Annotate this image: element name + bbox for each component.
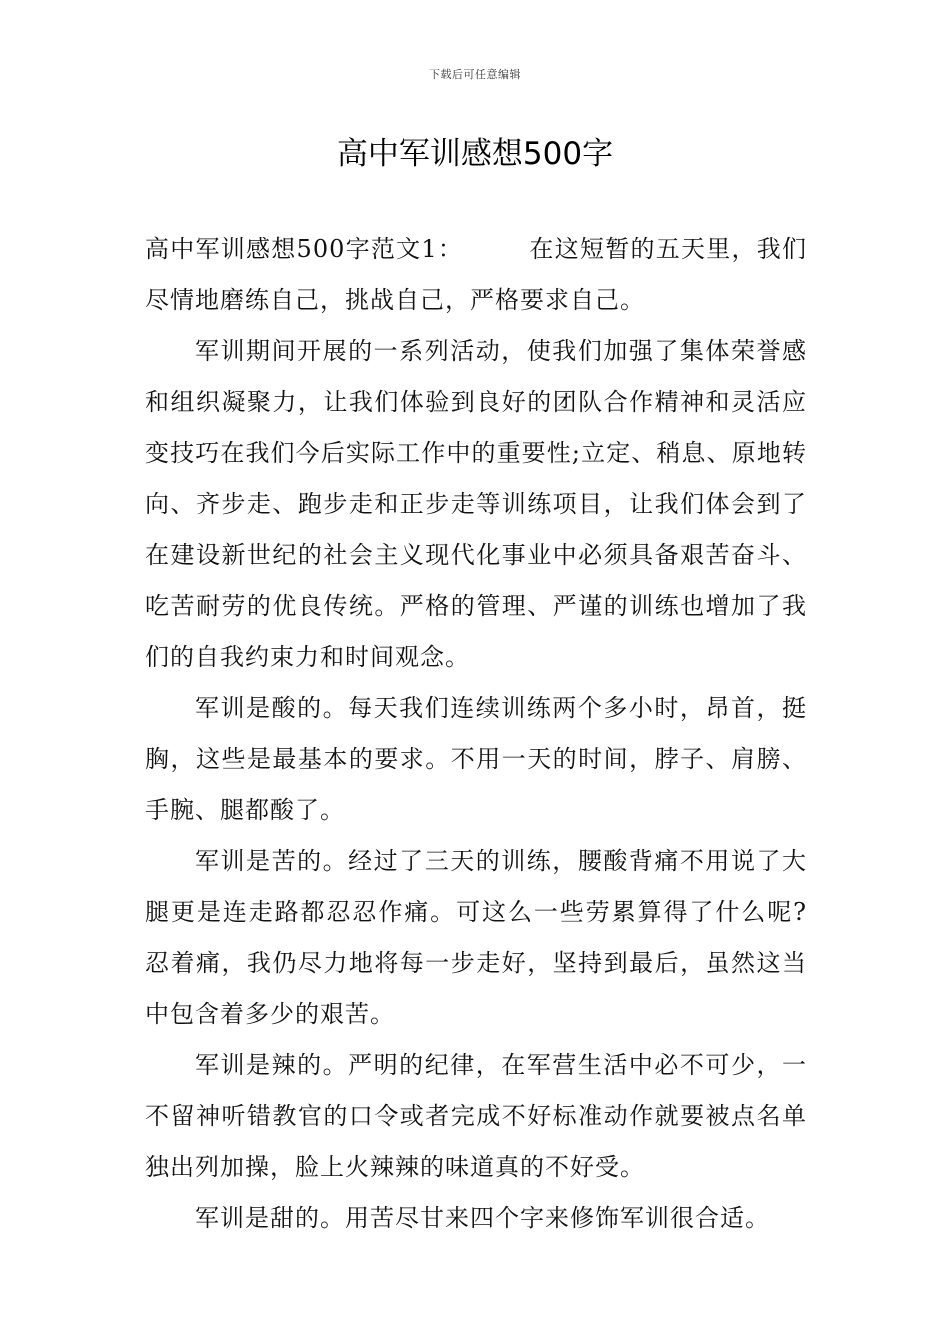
paragraph-spicy: 军训是辣的。严明的纪律，在军营生活中必不可少，一不留神听错教官的口令或者完成不好标准动作就要被点名单独出列加操，脸上火辣辣的味道真的不好受。 bbox=[145, 1051, 807, 1181]
intro-paragraph bbox=[145, 224, 807, 326]
paragraph-bitter: 军训是苦的。经过了三天的训练，腰酸背痛不用说了大腿更是连走路都忍忍作痛。可这么一些劳累算得了什么呢?忍着痛，我仍尽力地将每一步走好，坚持到最后，虽然这当中包含着多少的艰苦。 bbox=[145, 847, 807, 1028]
paragraph-sour: 军训是酸的。每天我们连续训练两个多小时，昂首，挺胸，这些是最基本的要求。不用一天的时间，脖子、肩膀、手腕、腿都酸了。 bbox=[145, 694, 807, 824]
paragraph-activities: 军训期间开展的一系列活动，使我们加强了集体荣誉感和组织凝聚力，让我们体验到良好的团队合作精神和灵活应变技巧在我们今后实际工作中的重要性;立定、稍息、原地转向、齐步走、跑步走和正步走等训练项目，让我们体会到了在建设新世纪的社会主义现代化事业中必须具备艰苦奋斗、吃苦耐劳的优良传统。严格的管理、严谨的训练也增加了我们的自我约束力和时间观念。 bbox=[145, 337, 807, 671]
document-body bbox=[145, 224, 807, 1244]
paragraph-sweet: 军训是甜的。用苦尽甘来四个字来修饰军训很合适。 bbox=[195, 1204, 770, 1232]
intro-label: 高中军训感想500字范文1： bbox=[145, 235, 464, 263]
document-title: 高中军训感想500字 bbox=[336, 136, 614, 172]
header-note: 下载后可任意编辑 bbox=[429, 68, 521, 81]
intro-text: 在这短暂的五天里，我们尽情地磨练自己，挑战自己，严格要求自己。 bbox=[145, 235, 808, 314]
